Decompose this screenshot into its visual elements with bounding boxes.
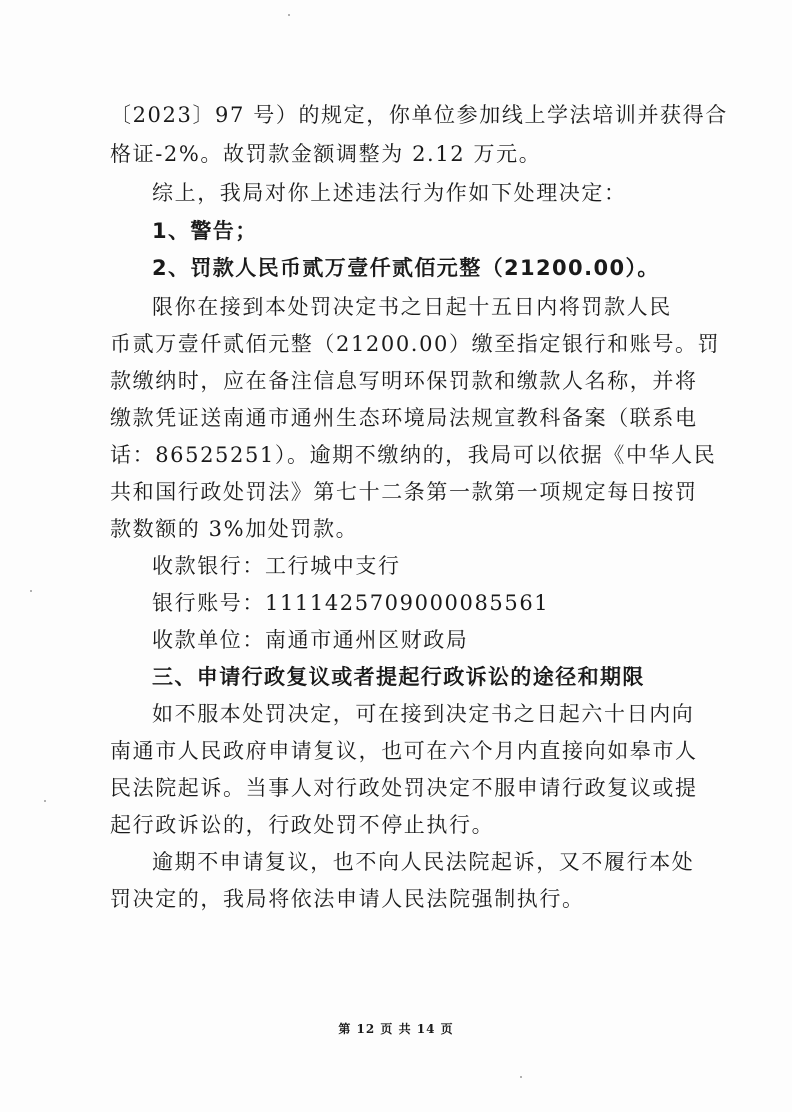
scan-speck	[30, 590, 32, 592]
body-line-8: 款缴纳时，应在备注信息写明环保罚款和缴款人名称，并将	[110, 369, 698, 393]
body-line-1: 〔2023〕97 号）的规定，你单位参加线上学法培训并获得合	[110, 103, 728, 127]
body-line-21: 逾期不申请复议，也不向人民法院起诉，又不履行本处	[152, 850, 695, 874]
decision-item-fine: 2、罚款人民币贰万壹仟贰佰元整（21200.00）。	[152, 256, 660, 280]
body-line-6: 限你在接到本处罚决定书之日起十五日内将罚款人民	[152, 295, 672, 319]
body-line-2: 格证-2%。故罚款金额调整为 2.12 万元。	[110, 142, 542, 166]
body-line-12: 款数额的 3%加处罚款。	[110, 517, 359, 541]
bank-account: 银行账号：1111425709000085561	[152, 591, 550, 615]
body-line-19: 民法院起诉。当事人对行政处罚决定不服申请行政复议或提	[110, 776, 698, 800]
body-line-22: 罚决定的，我局将依法申请人民法院强制执行。	[110, 887, 585, 911]
payee-unit: 收款单位：南通市通州区财政局	[152, 628, 469, 652]
scan-speck	[288, 14, 290, 16]
section-heading-appeal: 三、申请行政复议或者提起行政诉讼的途径和期限	[152, 665, 645, 689]
body-line-20: 起行政诉讼的，行政处罚不停止执行。	[110, 813, 495, 837]
body-line-11: 共和国行政处罚法》第七十二条第一款第一项规定每日按罚	[110, 480, 698, 504]
decision-item-warning: 1、警告；	[152, 219, 258, 243]
scan-speck	[44, 800, 46, 802]
page-number-footer: 第 12 页 共 14 页	[338, 1022, 454, 1036]
body-line-17: 如不服本处罚决定，可在接到决定书之日起六十日内向	[152, 702, 695, 726]
scan-speck	[520, 1076, 522, 1078]
payee-bank: 收款银行：工行城中支行	[152, 554, 401, 578]
conclusion-line: 综上，我局对你上述违法行为作如下处理决定：	[152, 181, 627, 205]
body-line-9: 缴款凭证送南通市通州生态环境局法规宣教科备案（联系电	[110, 406, 698, 430]
body-line-10: 话：86525251）。逾期不缴纳的，我局可以依据《中华人民	[110, 443, 717, 467]
body-line-7: 币贰万壹仟贰佰元整（21200.00）缴至指定银行和账号。罚	[110, 332, 721, 356]
body-line-18: 南通市人民政府申请复议，也可在六个月内直接向如皋市人	[110, 739, 698, 763]
